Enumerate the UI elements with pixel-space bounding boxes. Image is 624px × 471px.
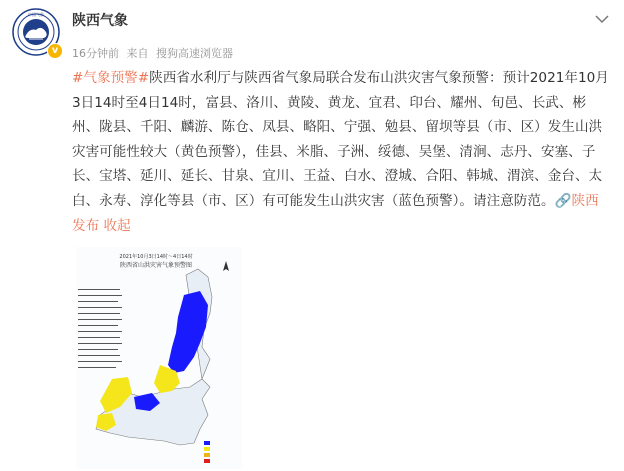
source-link-label: 陕西发布	[72, 192, 599, 234]
post-image[interactable]	[76, 247, 242, 469]
verified-badge-icon: v	[47, 43, 63, 59]
post-time[interactable]: 16分钟前	[72, 47, 119, 60]
account-name[interactable]: 陕西气象	[72, 13, 128, 29]
post-content	[72, 66, 612, 238]
map-title-line1: 2021年10月3日14时～4日14时	[119, 254, 193, 260]
chevron-down-icon[interactable]	[594, 10, 610, 22]
post-meta	[72, 45, 237, 61]
source-name[interactable]: 搜狗高速浏览器	[156, 47, 233, 60]
map-title-line2: 陕西省山洪灾害气象预警图	[119, 262, 193, 269]
post-body: 陕西省水利厅与陕西省气象局联合发布山洪灾害气象预警：预计2021年10月3日14时至4日14时，富县、洛川、黄陵、黄龙、宜君、印台、耀州、旬邑、长武、彬州、陇县、千阳、麟游、陈仓、凤县、略阳、宁强、勉县、留坝等县（市、区）发生山洪灾害可能性较大（黄色预警），佳县、米脂、子洲、绥德、吴堡、清涧、志丹、安塞、子长、宝塔、延川、延长、甘泉、宜川、王益、白水、澄城、合阳、韩城、渭滨、金台、太白、永寿、淳化等县（市、区）有可能发生山洪灾害（蓝色预警）。请注意防范。	[72, 70, 609, 209]
hashtag-link[interactable]: #气象预警#	[72, 70, 150, 86]
collapse-button[interactable]: 收起	[103, 217, 131, 234]
source-prefix: 来自	[126, 47, 149, 60]
link-icon: 🔗	[554, 192, 572, 209]
svg-text:中国气象: 中国气象	[28, 12, 44, 17]
